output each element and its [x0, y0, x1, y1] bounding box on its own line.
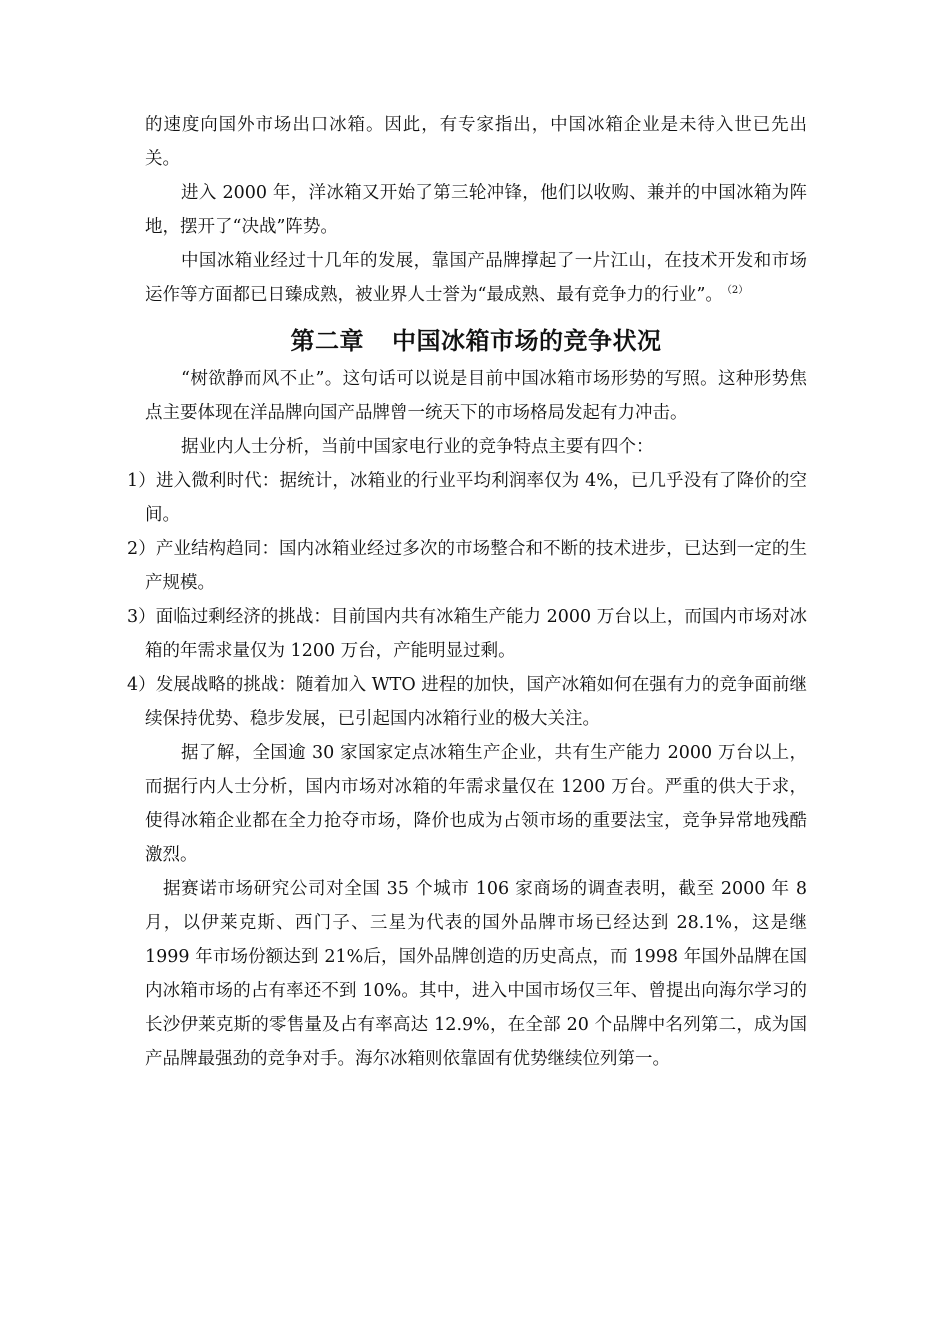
list-item-number: 2）	[127, 539, 156, 559]
footnote-reference: （2）	[726, 285, 749, 297]
document-body	[127, 108, 808, 1076]
paragraph-sino-survey: 据赛诺市场研究公司对全国 35 个城市 106 家商场的调查表明，截至 2000 年 8 月，以伊莱克斯、西门子、三星为代表的国外品牌市场已经达到 28.1%，这是继 1999 年市场份额达到 21%后，国外品牌创造的历史高点，而 1998 年国外品牌在国内冰箱市场的占有率还不到 10%。其中，进入中国市场仅三年、曾提出向海尔学习的长沙伊莱克斯的零售量及占有率高达 12.9%，在全部 20 个品牌中名列第二，成为国产品牌最强劲的竞争对手。海尔冰箱则依靠固有优势继续位列第一。	[145, 879, 807, 1069]
paragraph-oversupply: 据了解，全国逾 30 家国家定点冰箱生产企业，共有生产能力 2000 万台以上，而据行内人士分析，国内市场对冰箱的年需求量仅在 1200 万台。严重的供大于求，使得冰箱企业都在全力抢夺市场，降价也成为占领市场的重要法宝，竞争异常地残酷激烈。	[145, 743, 807, 865]
chapter-number: 第二章	[290, 327, 364, 355]
list-item	[127, 668, 807, 736]
list-item	[127, 532, 807, 600]
list-item	[127, 464, 808, 532]
paragraph-continued: 的速度向国外市场出口冰箱。因此，有专家指出，中国冰箱企业是未待入世已先出关。	[145, 115, 807, 169]
list-item-text: 产业结构趋同：国内冰箱业经过多次的市场整合和不断的技术进步，已达到一定的生产规模。	[145, 539, 807, 593]
paragraph-industry-maturity	[145, 244, 807, 312]
paragraph-industry-maturity-text: 中国冰箱业经过十几年的发展，靠国产品牌撑起了一片江山，在技术开发和市场运作等方面都已日臻成熟，被业界人士誉为“最成熟、最有竞争力的行业”。	[145, 251, 807, 305]
list-item-number: 1）	[127, 471, 156, 491]
list-item-number: 4）	[127, 675, 156, 695]
list-item-text: 进入微利时代：据统计，冰箱业的行业平均利润率仅为 4%，已几乎没有了降价的空间。	[145, 471, 808, 525]
paragraph-third-wave: 进入 2000 年，洋冰箱又开始了第三轮冲锋，他们以收购、兼并的中国冰箱为阵地，摆开了“决战”阵势。	[145, 183, 807, 237]
list-item-number: 3）	[127, 607, 156, 627]
list-item	[127, 600, 807, 668]
chapter-heading	[145, 320, 807, 362]
chapter-title: 中国冰箱市场的竞争状况	[392, 327, 662, 355]
list-item-text: 面临过剩经济的挑战：目前国内共有冰箱生产能力 2000 万台以上，而国内市场对冰箱的年需求量仅为 1200 万台，产能明显过剩。	[145, 607, 807, 661]
paragraph-four-features-intro: 据业内人士分析，当前中国家电行业的竞争特点主要有四个：	[181, 437, 654, 457]
list-item-text: 发展战略的挑战：随着加入 WTO 进程的加快，国产冰箱如何在强有力的竞争面前继续保持优势、稳步发展，已引起国内冰箱行业的极大关注。	[145, 675, 807, 729]
paragraph-market-situation: “树欲静而风不止”。这句话可以说是目前中国冰箱市场形势的写照。这种形势焦点主要体现在洋品牌向国产品牌曾一统天下的市场格局发起有力冲击。	[145, 369, 807, 423]
